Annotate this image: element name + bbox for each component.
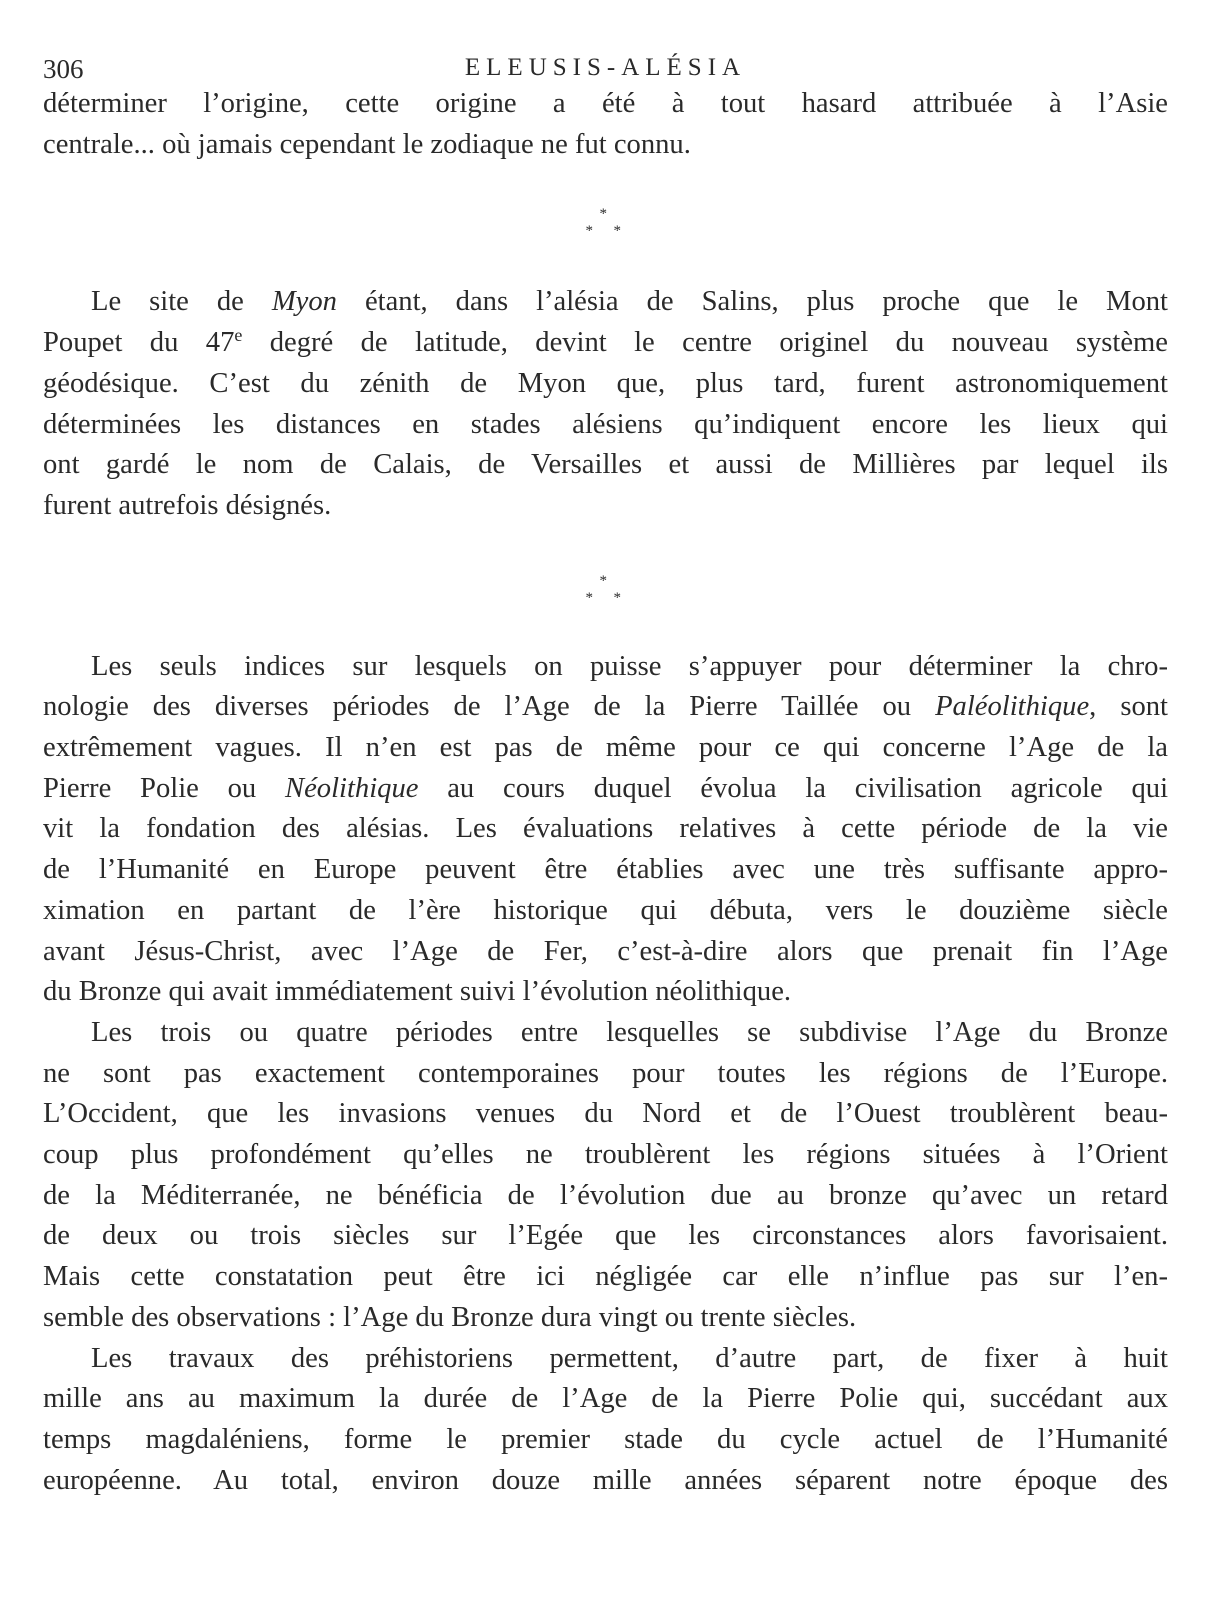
text-line: Les travaux des préhistoriens permettent, d’autre part, de fixer à huit — [91, 1342, 1168, 1374]
text-line — [43, 282, 1168, 323]
text-line: temps magdaléniens, forme le premier stade du cycle actuel de l’Humanité — [43, 1423, 1168, 1455]
running-head — [43, 40, 1168, 84]
paragraph-bronze-age — [43, 1013, 1168, 1339]
text-line: mille ans au maximum la durée de l’Age de la Pierre Polie qui, succédant aux — [43, 1383, 1168, 1415]
paragraph-chronology — [43, 647, 1168, 1013]
text-run: Poupet du 47 — [43, 327, 235, 359]
text-line: géodésique. C’est du zénith de Myon que, plus tard, furent astronomiquement — [43, 367, 1168, 399]
text-line: ne sont pas exactement contemporaines pour toutes les régions de l’Europe. — [43, 1057, 1168, 1089]
text-line: européenne. Au total, environ douze mille années séparent notre époque des — [43, 1464, 1168, 1496]
italic-term: Myon — [271, 286, 337, 318]
text-line: Mais cette constatation peut être ici négligée car elle n’influe pas sur l’en- — [43, 1261, 1168, 1293]
text-line: coup plus profondément qu’elles ne troublèrent les régions situées à l’Orient — [43, 1139, 1168, 1171]
page-number: 306 — [43, 54, 84, 84]
superscript: e — [234, 325, 243, 346]
text-line: Les trois ou quatre périodes entre lesquelles se subdivise l’Age du Bronze — [91, 1016, 1168, 1048]
paragraph-prehistorians — [43, 1339, 1168, 1502]
section-break-asterism — [576, 574, 636, 614]
text-run: Le site de — [91, 286, 272, 318]
text-line: centrale... où jamais cependant le zodiaque ne fut connu. — [43, 128, 691, 160]
text-run: au cours duquel évolua la civilisation agricole qui — [418, 772, 1169, 804]
text-run: nologie des diverses périodes de l’Age de la Pierre Taillée ou — [43, 691, 936, 723]
running-title: ELEUSIS-ALÉSIA — [464, 54, 747, 81]
section-break-asterism — [576, 207, 636, 247]
text-run: , sont — [1089, 691, 1168, 723]
book-page — [43, 40, 1168, 1501]
text-line: déterminer l’origine, cette origine a été à tout hasard attribuée à l’Asie — [43, 88, 1168, 119]
asterism-star: * — [599, 572, 607, 589]
text-line: de l’Humanité en Europe peuvent être établies avec une très suffisante appro- — [43, 854, 1168, 886]
text-line: ont gardé le nom de Calais, de Versailles et aussi de Millières par lequel ils — [43, 449, 1168, 481]
asterism-star: * — [613, 223, 621, 240]
text-line: vit la fondation des alésias. Les évaluations relatives à cette période de la vie — [43, 813, 1168, 845]
text-run: Pierre Polie ou — [43, 772, 286, 804]
text-line: de la Méditerranée, ne bénéficia de l’évolution due au bronze qu’avec un retard — [43, 1179, 1168, 1211]
text-run: degré de latitude, devint le centre originel du nouveau système — [242, 327, 1168, 359]
text-line — [43, 769, 1168, 810]
italic-term: Néolithique — [285, 772, 419, 804]
text-line: extrêmement vagues. Il n’en est pas de même pour ce qui concerne l’Age de la — [43, 732, 1168, 764]
asterism-star: * — [599, 206, 607, 223]
asterism-star: * — [585, 223, 593, 240]
text-line: furent autrefois désignés. — [43, 489, 332, 521]
paragraph-continued — [43, 84, 1168, 165]
text-line: Les seuls indices sur lesquels on puisse s’appuyer pour déterminer la chro- — [91, 650, 1168, 682]
text-line: semble des observations : l’Age du Bronze dura vingt ou trente siècles. — [43, 1301, 857, 1333]
asterism-star: * — [613, 589, 621, 606]
text-line: avant Jésus-Christ, avec l’Age de Fer, c’est-à-dire alors que prenait fin l’Age — [43, 935, 1168, 967]
asterism-star: * — [585, 589, 593, 606]
text-line — [43, 323, 1168, 364]
italic-term: Paléolithique — [935, 691, 1090, 723]
text-run: étant, dans l’alésia de Salins, plus proche que le Mont — [336, 286, 1168, 318]
text-line: L’Occident, que les invasions venues du Nord et de l’Ouest troublèrent beau- — [43, 1098, 1168, 1130]
paragraph-myon — [43, 282, 1168, 526]
text-line: de deux ou trois siècles sur l’Egée que les circonstances alors favorisaient. — [43, 1220, 1168, 1252]
text-line: ximation en partant de l’ère historique qui débuta, vers le douzième siècle — [43, 894, 1168, 926]
text-line: du Bronze qui avait immédiatement suivi l’évolution néolithique. — [43, 976, 792, 1008]
text-line — [43, 687, 1168, 728]
text-line: déterminées les distances en stades alésiens qu’indiquent encore les lieux qui — [43, 408, 1168, 440]
